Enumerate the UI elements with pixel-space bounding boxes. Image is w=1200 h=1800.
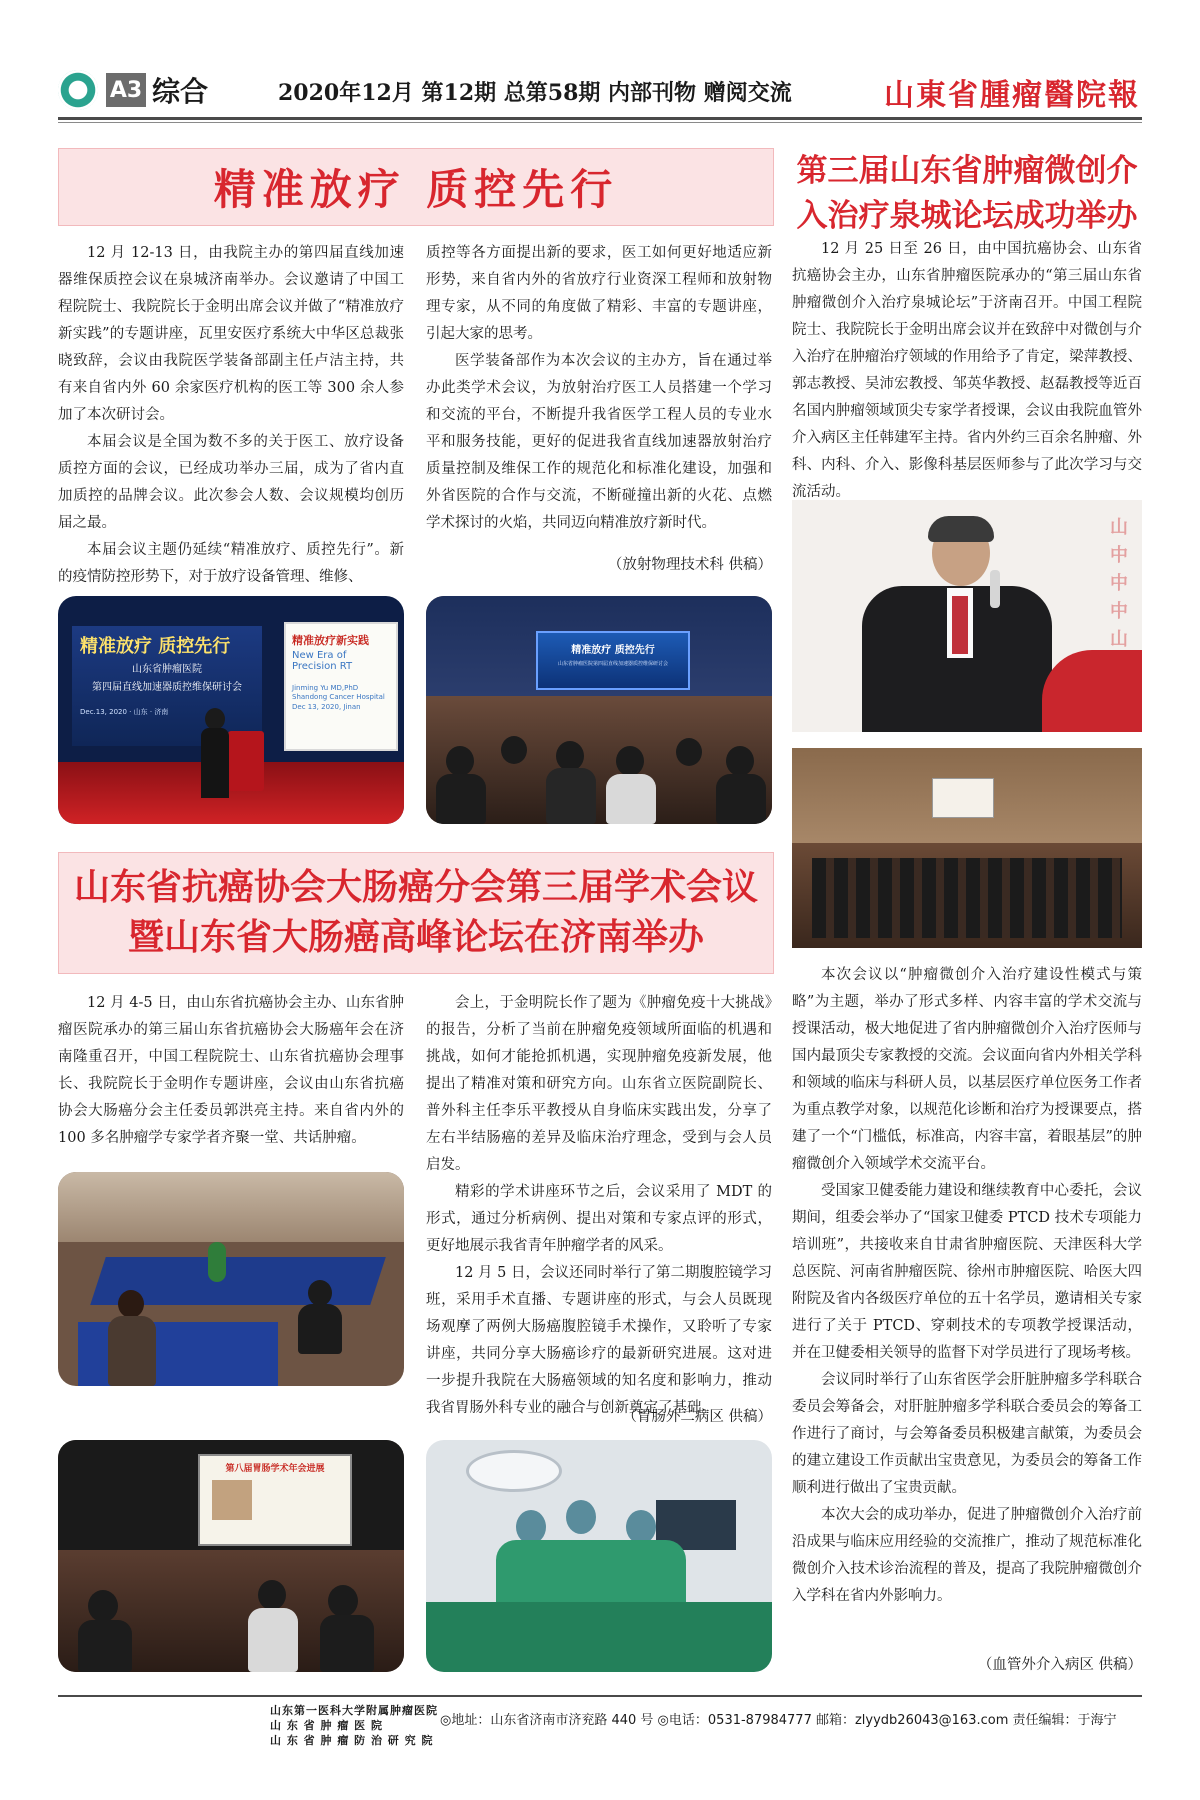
- professor-hair: [928, 516, 994, 542]
- article3-photo-mdt: [58, 1172, 404, 1386]
- article3-photo-surgery: [426, 1440, 772, 1672]
- article2-paragraph: 本次大会的成功举办，促进了肿瘤微创介入治疗前沿成果与临床应用经验的交流推广，推动了规范标准化微创介入技术诊治流程的普及，提高了我院肿瘤微创介入学科在省内外影响力。: [792, 1507, 1142, 1604]
- surgeon-person: [566, 1500, 596, 1534]
- article1-headline: 精准放疗 质控先行: [58, 148, 774, 226]
- article1-paragraph: 本届会议主题仍延续“精准放疗、质控先行”。新的疫情防控形势下，对于放疗设备管理、维修、: [58, 542, 404, 585]
- article1-paragraph: 12 月 12-13 日，由我院主办的第四届直线加速器维保质控会议在泉城济南举办。会议邀请了中国工程院院士、我院院长于金明出席会议并做了“精准放疗新实践”的专题讲座，瓦里安医疗系统大中华区总裁张晓致辞，会议由我院医学装备部副主任卢洁主持，共有来自省内外 60 余家医疗机构的医工等 300 余人参加了本次研讨会。: [58, 245, 404, 423]
- audience-person: [446, 746, 474, 776]
- audience-body: [606, 774, 656, 824]
- article3-headline-line2: 暨山东省大肠癌高峰论坛在济南举办: [127, 917, 704, 958]
- article2-photo-hall: [792, 748, 1142, 948]
- article1-paragraph: 医学装备部作为本次会议的主办方，旨在通过举办此类学术会议，为放射治疗医工人员搭建一个学习和交流的平台，不断提升我省医学工程人员的专业水平和服务技能，更好的促进我省直线加速器放射治疗质量控制及维保工作的规范化和标准化建设，加强和外省医院的合作与交流，不断碰撞出新的火花、点燃学术探讨的火焰，共同迈向精准放疗新时代。: [426, 353, 772, 531]
- speaker-suit: [201, 728, 229, 798]
- article1-column-1: [58, 240, 404, 591]
- participant-person: [328, 1585, 358, 1617]
- article1-photo-speaker: [58, 596, 404, 824]
- flower-decoration: [208, 1242, 226, 1282]
- slide-org: Shandong Cancer Hospital: [292, 693, 385, 701]
- article2-paragraph: 受国家卫健委能力建设和继续教育中心委托，会议期间，组委会举办了“国家卫健委 PTCD 技术专项能力培训班”，共接收来自甘肃省肿瘤医院、天津医科大学总医院、河南省肿瘤医院、徐州市肿瘤医院、哈医大四附院及省内各级医疗单位的五十名学员，邀请相关专家进行了关于 PTCD、穿刺技术的专项教学授课活动，并在卫健委相关领导的监督下对学员进行了现场考核。: [792, 1183, 1142, 1361]
- room-wall: [58, 1172, 404, 1242]
- stage-banner-date: Dec.13, 2020 · 山东 · 济南: [80, 708, 169, 716]
- professor-tie: [952, 596, 968, 654]
- audience-person: [616, 746, 644, 776]
- header-divider: [58, 117, 1142, 120]
- article3-headline-line1: 山东省抗癌协会大肠癌分会第三届学术会议: [73, 867, 758, 908]
- hall-screen: [932, 778, 994, 818]
- article3-paragraph: 12 月 4-5 日，由山东省抗癌协会主办、山东省肿瘤医院承办的第三届山东省抗癌协会大肠癌年会在济南隆重召开，中国工程院院士、山东省抗癌协会理事长、我院院长于金明作专题讲座，会议由山东省抗癌协会大肠癌分会主任委员郭洪亮主持。来自省内外的 100 多名肿瘤学专家学者齐聚一堂、共话肿瘤。: [58, 995, 404, 1146]
- stage-banner-sub: 第四届直线加速器质控维保研讨会: [92, 682, 242, 693]
- article1-credit: （放射物理技术科 供稿）: [607, 557, 772, 573]
- hall-screen: [536, 631, 690, 690]
- operating-table: [426, 1602, 772, 1672]
- article2-headline: [792, 145, 1142, 235]
- presentation-slide: [198, 1454, 352, 1546]
- article2-credit: （血管外介入病区 供稿）: [977, 1657, 1142, 1673]
- article3-paragraph: 会上，于金明院长作了题为《肿瘤免疫十大挑战》的报告，分析了当前在肿瘤免疫领域所面临的机遇和挑战，如何才能抢抓机遇，实现肿瘤免疫新发展，他提出了精准对策和研究方向。山东省立医院副院长、普外科主任李乐平教授从自身临床实践出发，分享了左右半结肠癌的差异及临床治疗理念，受到与会人员启发。: [426, 995, 772, 1173]
- article1-photo-audience: [426, 596, 772, 824]
- audience-body: [436, 774, 486, 824]
- footer-divider: [58, 1695, 1142, 1697]
- contact-info: ◎地址：山东省济南市济兖路 440 号 ◎电话：0531-87984777 邮箱：zlyydb26043@163.com 责任编辑：于海宁: [440, 1713, 1117, 1728]
- article2-photo-professor: [792, 500, 1142, 732]
- backdrop-text: 山 中 中 中 山: [1110, 517, 1128, 650]
- header-divider-thin: [58, 122, 1142, 123]
- audience-person: [501, 736, 527, 764]
- section-tag: A3: [106, 73, 146, 107]
- article1-paragraph: 质控等各方面提出新的要求，医工如何更好地适应新形势，来自省内外的省放疗行业资深工程师和放射物理专家，从不同的角度做了精彩、丰富的专题讲座，引起大家的思考。: [426, 245, 772, 342]
- article1-paragraph: 本届会议是全国为数不多的关于医工、放疗设备质控方面的会议，已经成功举办三届，成为了省内直加质控的品牌会议。此次参会人数、会议规模均创历届之最。: [58, 434, 404, 531]
- surgeon-person: [626, 1510, 656, 1544]
- publisher-org: 山 东 省 肿 瘤 防 治 研 究 院: [270, 1734, 434, 1747]
- hospital-logo-icon: [58, 70, 98, 110]
- audience-body: [716, 774, 766, 824]
- surgeon-person: [516, 1510, 546, 1544]
- stage-banner: [72, 626, 262, 746]
- article3-paragraph: 12 月 5 日，会议还同时举行了第二期腹腔镜学习班，采用手术直播、专题讲座的形式，与会人员既现场观摩了两例大肠癌腹腔镜手术操作，又聆听了专家讲座，共同分享大肠癌诊疗的最新研究进展。这对进一步提升我院在大肠癌领域的知名度和影响力，推动我省胃肠外科专业的融合与创新奠定了基础。: [426, 1265, 773, 1416]
- participant-body: [78, 1620, 132, 1672]
- slide-title: 第八届胃肠学术年会进展: [225, 1464, 325, 1474]
- article2-paragraph: 本次会议以“肿瘤微创介入治疗建设性模式与策略”为主题，举办了形式多样、内容丰富的学术交流与授课活动，极大地促进了省内肿瘤微创介入治疗医师与国内最顶尖专家教授的交流。会议面向省内外相关学科和领域的临床与科研人员，以基层医疗单位医务工作者为重点教学对象，以规范化诊断和治疗为授课要点，搭建了一个“门槛低，标准高，内容丰富，着眼基层”的肿瘤微创介入领域学术交流平台。: [792, 967, 1142, 1172]
- article3-credit: （胃肠外二病区 供稿）: [622, 1409, 772, 1425]
- hall-screen-sub: 山东省肿瘤医院第四届直线加速器质控维保研讨会: [557, 661, 668, 667]
- article2-paragraph: 12 月 25 日至 26 日，由中国抗癌协会、山东省抗癌协会主办，山东省肿瘤医院承办的“第三届山东省肿瘤微创介入治疗泉城论坛”于济南召开。中国工程院院士、我院院长于金明出席会议并在致辞中对微创与介入治疗在肿瘤治疗领域的作用给予了肯定，梁萍教授、郭志教授、吴沛宏教授、邹英华教授、赵磊教授等近百名国内肿瘤领域顶尖专家学者授课，会议由我院血管外介入病区主任韩建军主持。省内外约三百余名肿瘤、外科、内科、介入、影像科基层医师参与了此次学习与交流活动。: [792, 241, 1142, 500]
- hall-screen-title: 精准放疗 质控先行: [571, 645, 655, 656]
- issue-info: 2020年12月 第12期 总第58期 内部刊物 赠阅交流: [278, 80, 792, 106]
- seated-audience: [812, 858, 1122, 938]
- article3-photo-lecture: [58, 1440, 404, 1672]
- participant-person: [88, 1590, 118, 1622]
- participant-body: [248, 1608, 298, 1672]
- newspaper-masthead: 山東省腫瘤醫院報: [884, 78, 1140, 113]
- article2-headline-line1: 第三届山东省肿瘤微创介: [796, 153, 1138, 189]
- article2-body: [792, 962, 1142, 1610]
- participant-person: [258, 1580, 286, 1610]
- publisher-org: 山东第一医科大学附属肿瘤医院: [270, 1704, 438, 1717]
- stage-banner-sub: 山东省肿瘤医院: [132, 664, 202, 675]
- section-name: 综合: [152, 75, 209, 108]
- slide-author: Jinming Yu MD,PhD: [292, 684, 359, 692]
- article2-headline-line2: 入治疗泉城论坛成功举办: [796, 198, 1138, 234]
- article3-column-2: [426, 990, 772, 1422]
- speaker-person: [205, 708, 225, 730]
- publisher-orgs: [270, 1703, 438, 1748]
- audience-body: [546, 768, 596, 824]
- participant-person: [308, 1280, 332, 1306]
- article1-column-2: [426, 240, 772, 537]
- slide-date: Dec 13, 2020, Jinan: [292, 703, 361, 711]
- article3-headline: [58, 852, 774, 974]
- audience-person: [556, 741, 584, 771]
- participant-body: [298, 1304, 342, 1354]
- slide-subtitle: New Era of Precision RT: [292, 650, 353, 672]
- article2-paragraph: 会议同时举行了山东省医学会肝脏肿瘤多学科联合委员会筹备会，对肝脏肿瘤多学科联合委员会的筹备工作进行了商讨，与会筹备委员积极建言献策，为委员会的建立建设工作贡献出宝贵意见，为委员会的筹备工作顺利进行做出了宝贵贡献。: [792, 1372, 1142, 1496]
- audience-person: [676, 738, 702, 766]
- article2-intro: [792, 236, 1142, 506]
- article3-column-1: [58, 990, 404, 1152]
- participant-body: [108, 1316, 156, 1386]
- microphone-icon: [990, 570, 1000, 608]
- slide-title: 精准放疗新实践: [292, 634, 369, 647]
- flower-arrangement: [1042, 650, 1142, 732]
- stage-banner-title: 精准放疗 质控先行: [80, 636, 231, 657]
- article3-paragraph: 精彩的学术讲座环节之后，会议采用了 MDT 的形式，通过分析病例、提出对策和专家点评的形式，更好地展示我省青年肿瘤学者的风采。: [426, 1184, 772, 1254]
- podium: [228, 731, 264, 791]
- publisher-org: 山 东 省 肿 瘤 医 院: [270, 1719, 383, 1732]
- participant-person: [118, 1290, 144, 1318]
- audience-person: [726, 746, 754, 776]
- participant-body: [320, 1615, 374, 1672]
- surgical-lamp-icon: [466, 1450, 562, 1492]
- presentation-slide: [284, 622, 398, 751]
- slide-portrait: [212, 1480, 252, 1520]
